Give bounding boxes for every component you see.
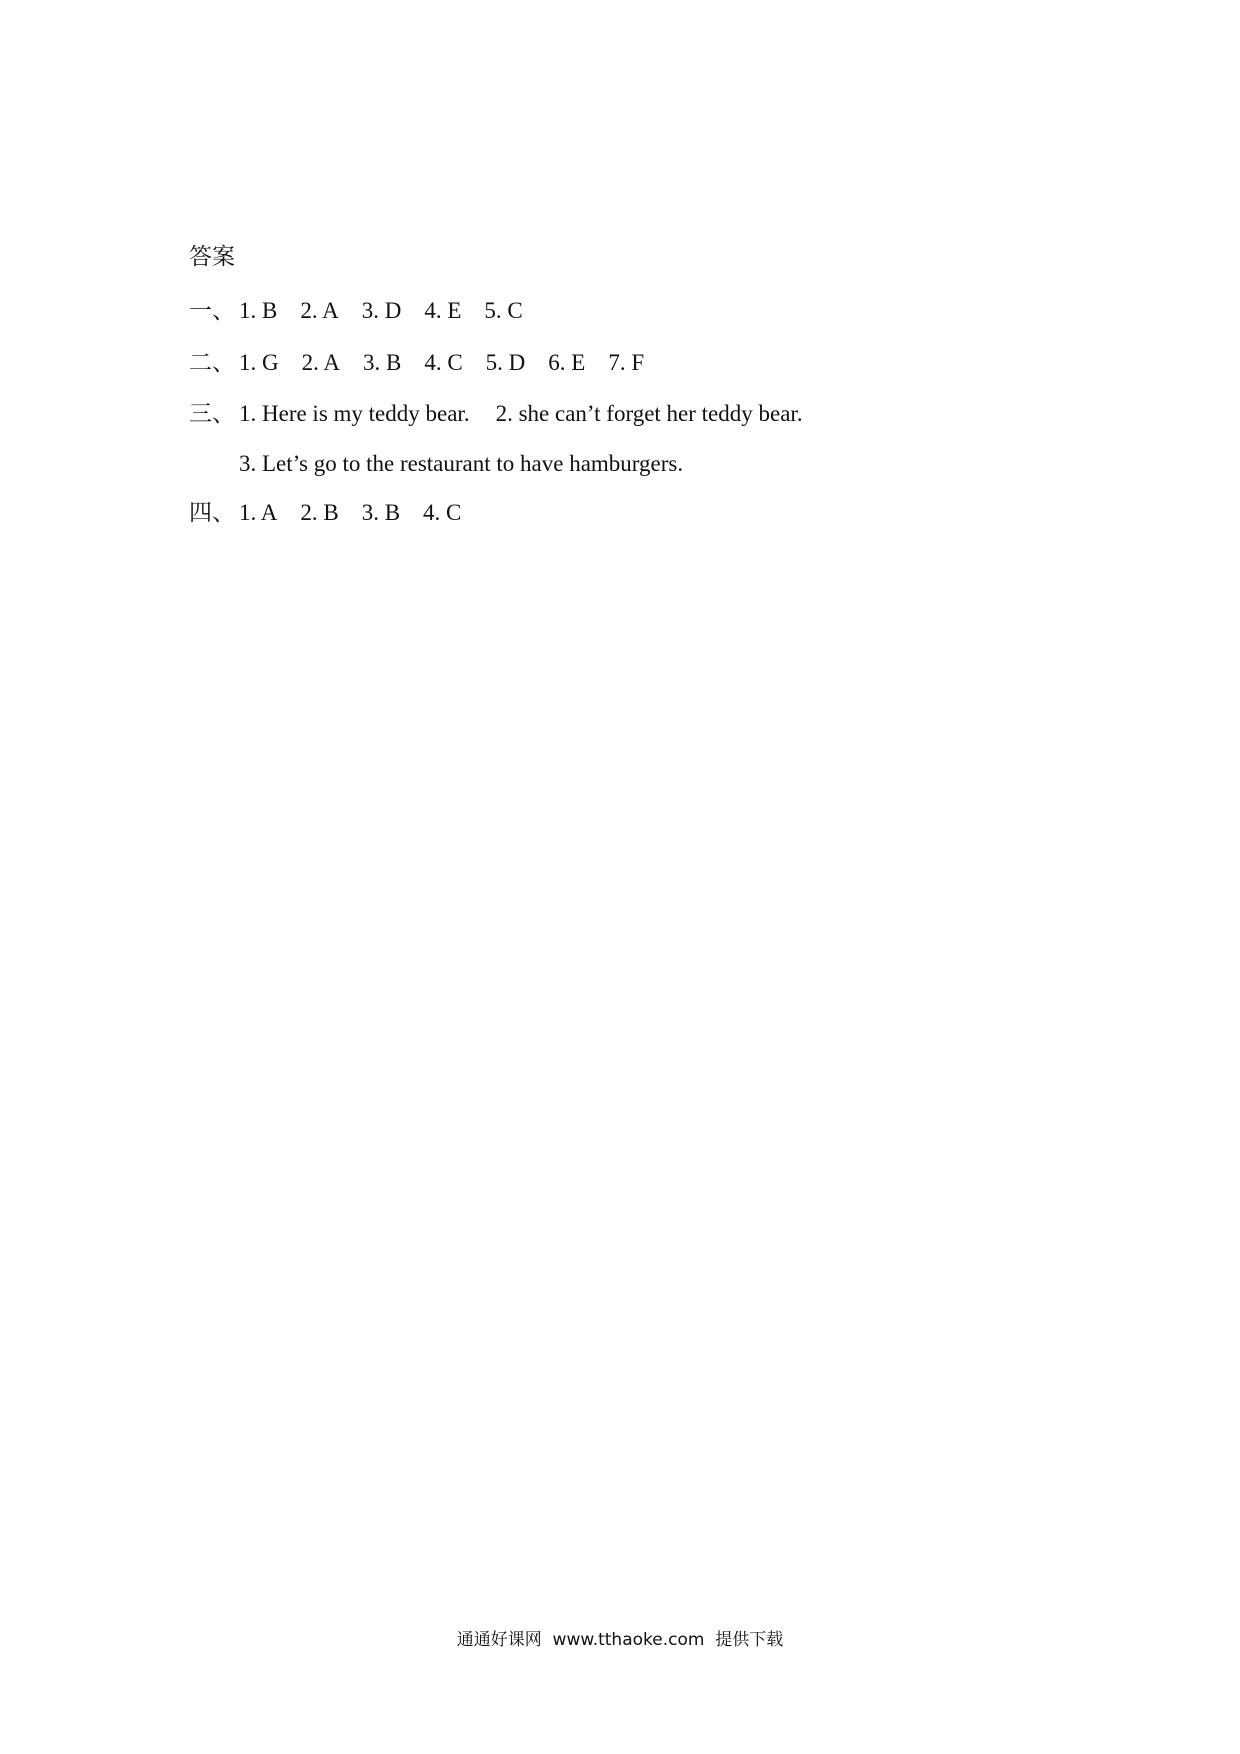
answer-item: 3. B xyxy=(362,350,402,375)
answer-item: 2. B xyxy=(300,500,339,525)
answer-item: 3. D xyxy=(361,298,402,323)
section-2-answers xyxy=(189,348,667,378)
answer-item: 1. G xyxy=(239,350,279,375)
section-4-answers xyxy=(189,498,484,528)
answer-item: 3. B xyxy=(361,500,401,525)
answer-item: 5. C xyxy=(484,298,523,323)
answer-item: 3. Let’s go to the restaurant to have hamburgers. xyxy=(239,451,684,476)
section-4-label: 四、 xyxy=(189,500,235,525)
answer-item: 6. E xyxy=(548,350,586,375)
section-3-continuation xyxy=(239,449,706,479)
answer-item: 1. Here is my teddy bear. xyxy=(239,401,470,426)
answer-item: 2. A xyxy=(301,350,340,375)
section-1-answers xyxy=(189,296,546,326)
section-3-label: 三、 xyxy=(189,401,235,426)
answer-heading: 答案 xyxy=(189,244,235,269)
answer-item: 2. A xyxy=(300,298,339,323)
answer-item: 7. F xyxy=(608,350,645,375)
page-footer: 通通好课网 www.tthaoke.com 提供下载 xyxy=(456,1630,784,1650)
answer-item: 5. D xyxy=(485,350,526,375)
answer-item: 4. E xyxy=(424,298,462,323)
answer-item: 1. A xyxy=(239,500,278,525)
answer-item: 2. she can’t forget her teddy bear. xyxy=(495,401,803,426)
answer-item: 4. C xyxy=(423,500,462,525)
section-3-answers xyxy=(189,399,826,429)
section-2-label: 二、 xyxy=(189,350,235,375)
answer-item: 4. C xyxy=(424,350,463,375)
section-1-label: 一、 xyxy=(189,298,235,323)
answer-item: 1. B xyxy=(239,298,278,323)
